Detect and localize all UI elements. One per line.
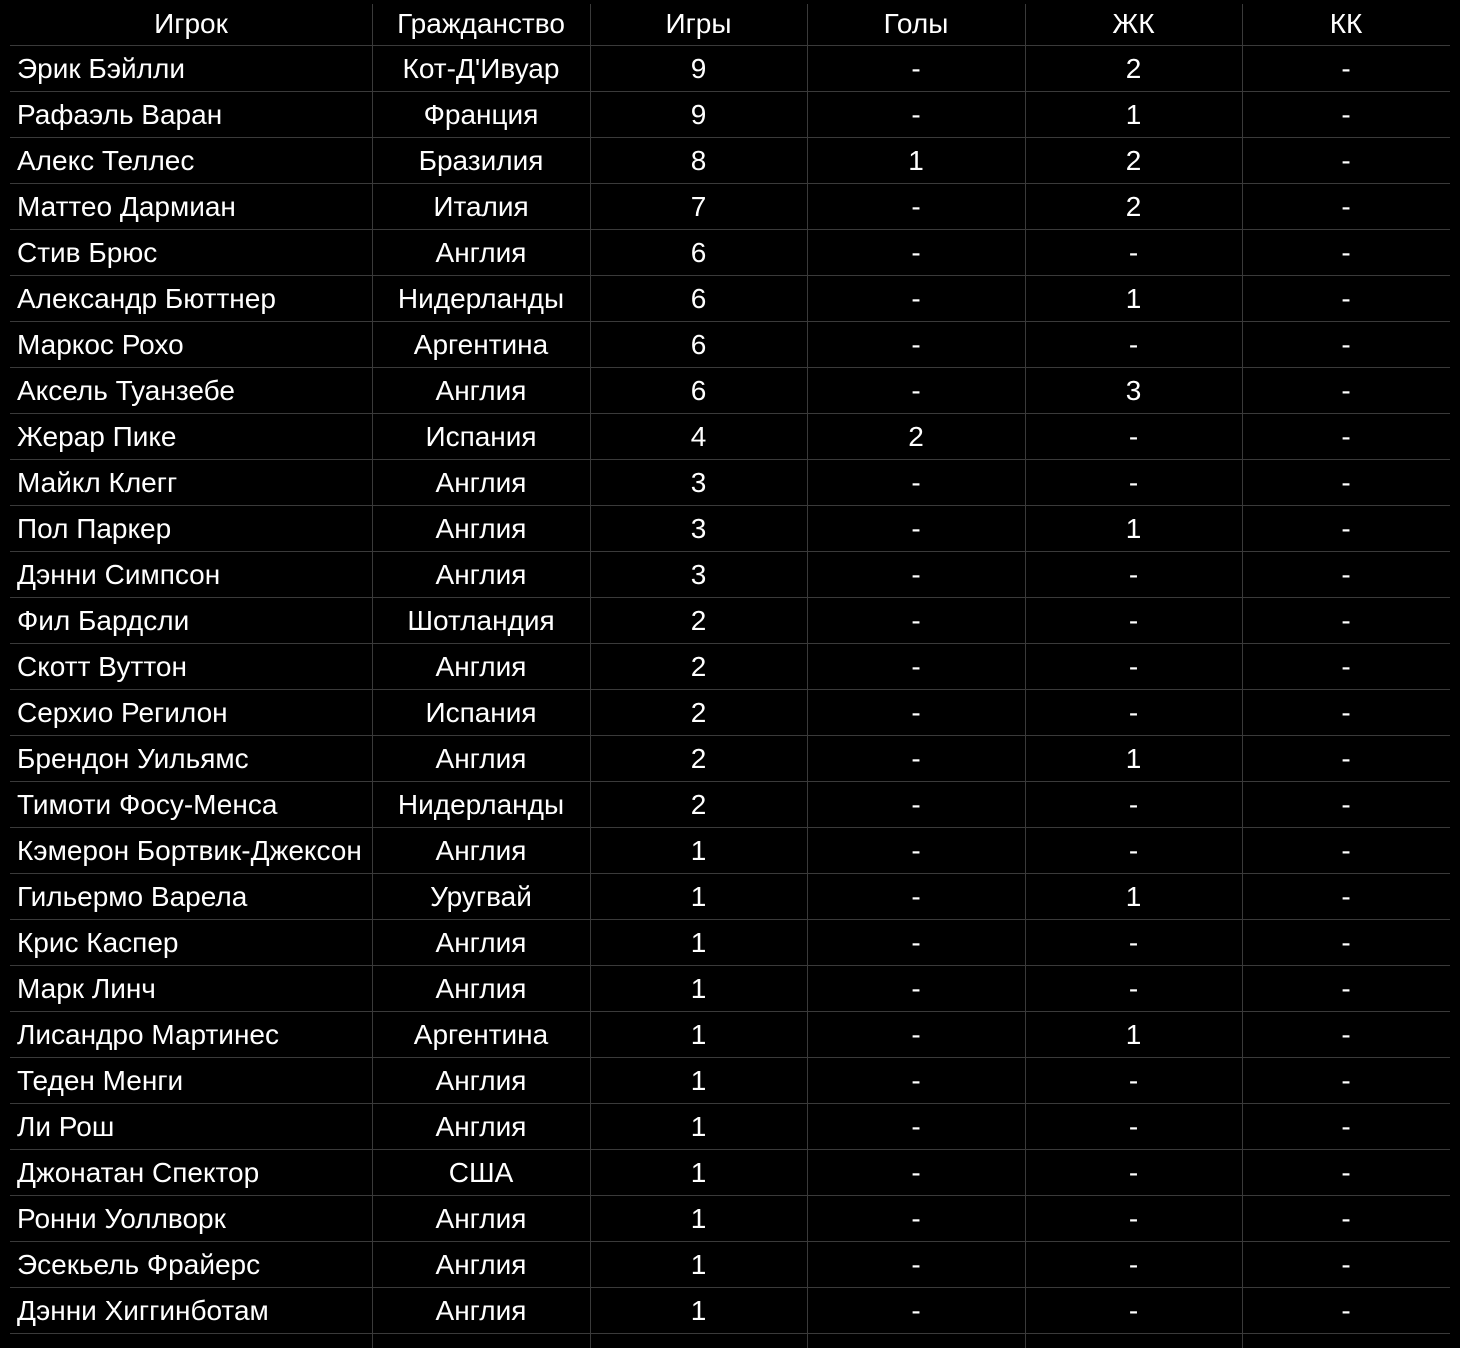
red-cards-cell: -: [1242, 690, 1450, 736]
red-cards-cell: -: [1242, 506, 1450, 552]
goals-cell: -: [807, 506, 1025, 552]
table-row: [10, 1058, 1450, 1104]
red-cards-cell: -: [1242, 966, 1450, 1012]
table-row: [10, 1012, 1450, 1058]
red-cards-cell: -: [1242, 322, 1450, 368]
games-cell: 1: [590, 1104, 807, 1150]
citizenship-cell: США: [372, 1150, 590, 1196]
table-row: [10, 322, 1450, 368]
yellow-cards-cell: 3: [1025, 368, 1242, 414]
header-row: [10, 3, 1450, 46]
red-cards-cell: -: [1242, 1104, 1450, 1150]
goals-cell: -: [807, 368, 1025, 414]
citizenship-cell: Испания: [372, 414, 590, 460]
citizenship-cell: Англия: [372, 552, 590, 598]
table-row: [10, 828, 1450, 874]
player-cell: Алекс Теллес: [10, 138, 372, 184]
games-cell: 3: [590, 506, 807, 552]
goals-cell: -: [807, 644, 1025, 690]
games-cell: 1: [590, 874, 807, 920]
goals-cell: -: [807, 828, 1025, 874]
yellow-cards-cell: -: [1025, 920, 1242, 966]
games-cell: 2: [590, 690, 807, 736]
table-row: [10, 598, 1450, 644]
header-citizenship: Гражданство: [372, 3, 590, 46]
player-cell: Аксель Туанзебе: [10, 368, 372, 414]
red-cards-cell: -: [1242, 92, 1450, 138]
red-cards-cell: -: [1242, 460, 1450, 506]
player-cell: Дэнни Симпсон: [10, 552, 372, 598]
table-row: [10, 1242, 1450, 1288]
yellow-cards-cell: 2: [1025, 184, 1242, 230]
table-row: [10, 1196, 1450, 1242]
games-cell: 2: [590, 598, 807, 644]
yellow-cards-cell: -: [1025, 460, 1242, 506]
yellow-cards-cell: 2: [1025, 138, 1242, 184]
yellow-cards-cell: 1: [1025, 736, 1242, 782]
yellow-cards-cell: 1: [1025, 276, 1242, 322]
games-cell: 1: [590, 920, 807, 966]
games-cell: 2: [590, 736, 807, 782]
games-cell: 1: [590, 1058, 807, 1104]
yellow-cards-cell: -: [1025, 1058, 1242, 1104]
player-stats-table: [10, 3, 1450, 1334]
goals-cell: 1: [807, 138, 1025, 184]
header-red-cards: КК: [1242, 3, 1450, 46]
games-cell: 1: [590, 828, 807, 874]
goals-cell: -: [807, 552, 1025, 598]
citizenship-cell: Англия: [372, 966, 590, 1012]
yellow-cards-cell: -: [1025, 414, 1242, 460]
player-cell: Серхио Регилон: [10, 690, 372, 736]
table-body: [10, 46, 1450, 1334]
citizenship-cell: Нидерланды: [372, 782, 590, 828]
goals-cell: -: [807, 782, 1025, 828]
games-cell: 9: [590, 46, 807, 92]
citizenship-cell: Нидерланды: [372, 276, 590, 322]
player-cell: Гильермо Варела: [10, 874, 372, 920]
player-cell: Теден Менги: [10, 1058, 372, 1104]
table-row: [10, 414, 1450, 460]
goals-cell: -: [807, 690, 1025, 736]
goals-cell: -: [807, 598, 1025, 644]
table-row: [10, 782, 1450, 828]
player-cell: Эсекьель Фрайерс: [10, 1242, 372, 1288]
goals-cell: 2: [807, 414, 1025, 460]
player-cell: Кэмерон Бортвик-Джексон: [10, 828, 372, 874]
player-cell: Жерар Пике: [10, 414, 372, 460]
goals-cell: -: [807, 1150, 1025, 1196]
player-cell: Александр Бюттнер: [10, 276, 372, 322]
player-cell: Маркос Рохо: [10, 322, 372, 368]
citizenship-cell: Англия: [372, 920, 590, 966]
citizenship-cell: Англия: [372, 368, 590, 414]
goals-cell: -: [807, 1104, 1025, 1150]
red-cards-cell: -: [1242, 1242, 1450, 1288]
citizenship-cell: Англия: [372, 1242, 590, 1288]
red-cards-cell: -: [1242, 552, 1450, 598]
yellow-cards-cell: -: [1025, 1150, 1242, 1196]
player-cell: Лисандро Мартинес: [10, 1012, 372, 1058]
table-row: [10, 874, 1450, 920]
table-row: [10, 92, 1450, 138]
goals-cell: -: [807, 460, 1025, 506]
citizenship-cell: Англия: [372, 1288, 590, 1334]
yellow-cards-cell: -: [1025, 966, 1242, 1012]
player-cell: Стив Брюс: [10, 230, 372, 276]
yellow-cards-cell: -: [1025, 690, 1242, 736]
citizenship-cell: Англия: [372, 1196, 590, 1242]
header-yellow-cards: ЖК: [1025, 3, 1242, 46]
table-row: [10, 230, 1450, 276]
goals-cell: -: [807, 920, 1025, 966]
games-cell: 2: [590, 782, 807, 828]
table-row: [10, 736, 1450, 782]
citizenship-cell: Англия: [372, 1058, 590, 1104]
player-cell: Пол Паркер: [10, 506, 372, 552]
citizenship-cell: Англия: [372, 736, 590, 782]
yellow-cards-cell: -: [1025, 1104, 1242, 1150]
games-cell: 1: [590, 1288, 807, 1334]
red-cards-cell: -: [1242, 828, 1450, 874]
citizenship-cell: Англия: [372, 460, 590, 506]
citizenship-cell: Англия: [372, 1104, 590, 1150]
goals-cell: -: [807, 322, 1025, 368]
yellow-cards-cell: -: [1025, 1242, 1242, 1288]
table-row: [10, 138, 1450, 184]
player-cell: Джонатан Спектор: [10, 1150, 372, 1196]
games-cell: 6: [590, 322, 807, 368]
table-row: [10, 1104, 1450, 1150]
table-row: [10, 1288, 1450, 1334]
red-cards-cell: -: [1242, 138, 1450, 184]
red-cards-cell: -: [1242, 414, 1450, 460]
player-cell: Рафаэль Варан: [10, 92, 372, 138]
goals-cell: -: [807, 966, 1025, 1012]
header-player: Игрок: [10, 3, 372, 46]
yellow-cards-cell: 1: [1025, 506, 1242, 552]
games-cell: 6: [590, 368, 807, 414]
player-cell: Крис Каспер: [10, 920, 372, 966]
table-row: [10, 966, 1450, 1012]
red-cards-cell: -: [1242, 230, 1450, 276]
yellow-cards-cell: 2: [1025, 46, 1242, 92]
table-row: [10, 690, 1450, 736]
table-row: [10, 460, 1450, 506]
player-cell: Ронни Уоллворк: [10, 1196, 372, 1242]
games-cell: 1: [590, 1012, 807, 1058]
table-row: [10, 368, 1450, 414]
player-cell: Дэнни Хиггинботам: [10, 1288, 372, 1334]
table-row: [10, 644, 1450, 690]
games-cell: 4: [590, 414, 807, 460]
games-cell: 1: [590, 966, 807, 1012]
table-row: [10, 184, 1450, 230]
yellow-cards-cell: 1: [1025, 874, 1242, 920]
games-cell: 6: [590, 230, 807, 276]
goals-cell: -: [807, 276, 1025, 322]
red-cards-cell: -: [1242, 1058, 1450, 1104]
games-cell: 7: [590, 184, 807, 230]
player-cell: Маттео Дармиан: [10, 184, 372, 230]
goals-cell: -: [807, 1058, 1025, 1104]
citizenship-cell: Италия: [372, 184, 590, 230]
yellow-cards-cell: -: [1025, 644, 1242, 690]
red-cards-cell: -: [1242, 598, 1450, 644]
games-cell: 2: [590, 644, 807, 690]
player-cell: Скотт Вуттон: [10, 644, 372, 690]
red-cards-cell: -: [1242, 920, 1450, 966]
yellow-cards-cell: -: [1025, 552, 1242, 598]
yellow-cards-cell: -: [1025, 322, 1242, 368]
yellow-cards-cell: -: [1025, 598, 1242, 644]
goals-cell: -: [807, 92, 1025, 138]
goals-cell: -: [807, 46, 1025, 92]
citizenship-cell: Англия: [372, 230, 590, 276]
goals-cell: -: [807, 1288, 1025, 1334]
red-cards-cell: -: [1242, 1012, 1450, 1058]
games-cell: 3: [590, 460, 807, 506]
red-cards-cell: -: [1242, 368, 1450, 414]
goals-cell: -: [807, 184, 1025, 230]
yellow-cards-cell: -: [1025, 782, 1242, 828]
yellow-cards-cell: -: [1025, 230, 1242, 276]
games-cell: 1: [590, 1196, 807, 1242]
player-cell: Эрик Бэйлли: [10, 46, 372, 92]
red-cards-cell: -: [1242, 874, 1450, 920]
player-cell: Ли Рош: [10, 1104, 372, 1150]
red-cards-cell: -: [1242, 1196, 1450, 1242]
games-cell: 1: [590, 1150, 807, 1196]
player-cell: Брендон Уильямс: [10, 736, 372, 782]
citizenship-cell: Бразилия: [372, 138, 590, 184]
citizenship-cell: Кот-Д'Ивуар: [372, 46, 590, 92]
citizenship-cell: Аргентина: [372, 1012, 590, 1058]
citizenship-cell: Англия: [372, 828, 590, 874]
games-cell: 9: [590, 92, 807, 138]
table-row: [10, 1150, 1450, 1196]
citizenship-cell: Уругвай: [372, 874, 590, 920]
yellow-cards-cell: 1: [1025, 1012, 1242, 1058]
yellow-cards-cell: -: [1025, 1196, 1242, 1242]
player-cell: Фил Бардсли: [10, 598, 372, 644]
citizenship-cell: Аргентина: [372, 322, 590, 368]
table-row: [10, 276, 1450, 322]
citizenship-cell: Шотландия: [372, 598, 590, 644]
red-cards-cell: -: [1242, 644, 1450, 690]
table-row: [10, 920, 1450, 966]
table-row: [10, 46, 1450, 92]
yellow-cards-cell: -: [1025, 828, 1242, 874]
player-cell: Майкл Клегг: [10, 460, 372, 506]
citizenship-cell: Англия: [372, 506, 590, 552]
citizenship-cell: Испания: [372, 690, 590, 736]
yellow-cards-cell: -: [1025, 1288, 1242, 1334]
red-cards-cell: -: [1242, 1288, 1450, 1334]
goals-cell: -: [807, 736, 1025, 782]
red-cards-cell: -: [1242, 782, 1450, 828]
games-cell: 1: [590, 1242, 807, 1288]
red-cards-cell: -: [1242, 276, 1450, 322]
citizenship-cell: Франция: [372, 92, 590, 138]
games-cell: 6: [590, 276, 807, 322]
header-goals: Голы: [807, 3, 1025, 46]
yellow-cards-cell: 1: [1025, 92, 1242, 138]
player-cell: Марк Линч: [10, 966, 372, 1012]
games-cell: 3: [590, 552, 807, 598]
red-cards-cell: -: [1242, 46, 1450, 92]
red-cards-cell: -: [1242, 736, 1450, 782]
goals-cell: -: [807, 1012, 1025, 1058]
player-cell: Тимоти Фосу-Менса: [10, 782, 372, 828]
goals-cell: -: [807, 874, 1025, 920]
red-cards-cell: -: [1242, 1150, 1450, 1196]
citizenship-cell: Англия: [372, 644, 590, 690]
table-row: [10, 506, 1450, 552]
header-games: Игры: [590, 3, 807, 46]
games-cell: 8: [590, 138, 807, 184]
goals-cell: -: [807, 1196, 1025, 1242]
table-row: [10, 552, 1450, 598]
goals-cell: -: [807, 1242, 1025, 1288]
goals-cell: -: [807, 230, 1025, 276]
red-cards-cell: -: [1242, 184, 1450, 230]
